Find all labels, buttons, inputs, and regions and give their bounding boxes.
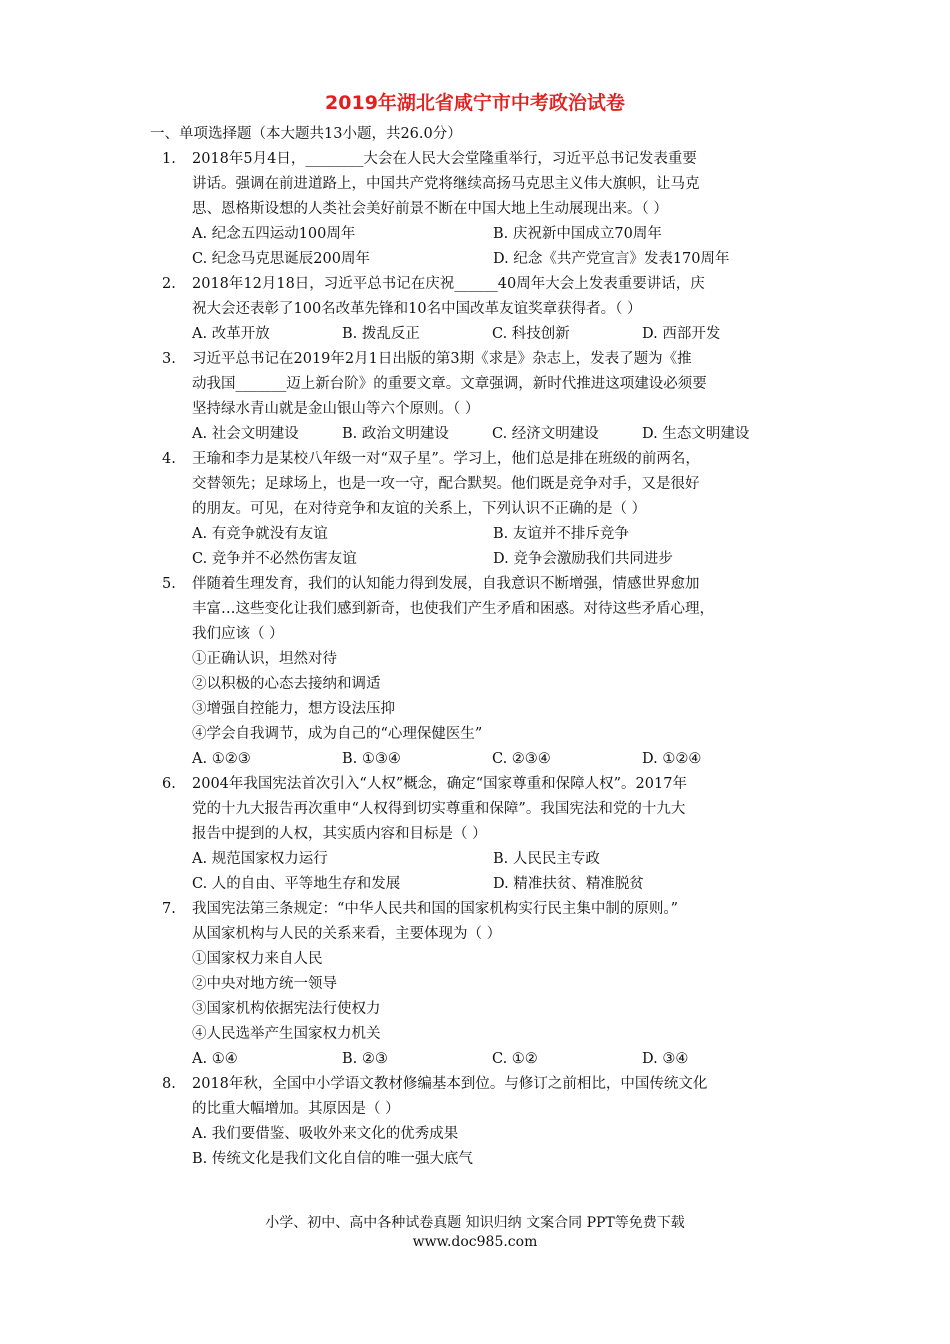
answer-option[interactable]: B. 拨乱反正 xyxy=(342,326,420,342)
question-stem xyxy=(142,772,812,797)
statement-item: ④人民选举产生国家权力机关 xyxy=(192,1026,381,1042)
question-stem-line: 我们应该（ ） xyxy=(192,626,284,642)
options-row xyxy=(142,222,812,247)
answer-option[interactable]: D. ③④ xyxy=(642,1051,689,1067)
answer-option[interactable]: B. 庆祝新中国成立70周年 xyxy=(493,226,662,242)
question-text: 2018年12月18日，习近平总书记在庆祝______40周年大会上发表重要讲话，庆 xyxy=(192,276,705,292)
question-stem xyxy=(142,347,812,372)
question-stem-line: 祝大会还表彰了100名改革先锋和10名中国改革友谊奖章获得者。（ ） xyxy=(192,301,642,317)
question-text: 习近平总书记在2019年2月1日出版的第3期《求是》杂志上，发表了题为《推 xyxy=(192,351,692,367)
question-text: 2018年5月4日，________大会在人民大会堂隆重举行，习近平总书记发表重要 xyxy=(192,151,697,167)
answer-option[interactable]: C. ①② xyxy=(492,1051,538,1067)
question-stem-line: 的比重大幅增加。其原因是（ ） xyxy=(192,1101,400,1117)
question-text: 伴随着生理发育，我们的认知能力得到发展，自我意识不断增强，情感世界愈加 xyxy=(192,576,700,592)
answer-option[interactable]: A. ①②③ xyxy=(192,751,251,767)
statement-item: ②以积极的心态去接纳和调适 xyxy=(192,676,381,692)
options-row xyxy=(142,522,812,547)
question-stem-line: 坚持绿水青山就是金山银山等六个原则。（ ） xyxy=(192,401,480,417)
question-stem-line: 讲话。强调在前进道路上，中国共产党将继续高扬马克思主义伟大旗帜，让马克 xyxy=(192,176,700,192)
answer-option[interactable]: D. 西部开发 xyxy=(642,326,721,342)
question-stem xyxy=(142,1072,812,1097)
question-stem xyxy=(142,147,812,172)
question-number: 8. xyxy=(162,1076,176,1092)
question-number: 2. xyxy=(162,276,176,292)
question-stem-line: 交替领先；足球场上，也是一攻一守，配合默契。他们既是竞争对手，又是很好 xyxy=(192,476,700,492)
question-stem-line: 党的十九大报告再次重申“人权得到切实尊重和保障”。我国宪法和党的十九大 xyxy=(192,801,686,817)
options-row xyxy=(142,547,812,572)
answer-option[interactable]: B. ①③④ xyxy=(342,751,401,767)
question-text: 2018年秋，全国中小学语文教材修编基本到位。与修订之前相比，中国传统文化 xyxy=(192,1076,708,1092)
answer-option[interactable]: C. 科技创新 xyxy=(492,326,570,342)
answer-option[interactable]: B. 友谊并不排斥竞争 xyxy=(493,526,629,542)
question-number: 3. xyxy=(162,351,176,367)
options-row xyxy=(142,322,812,347)
answer-option[interactable]: C. 竞争并不必然伤害友谊 xyxy=(192,551,357,567)
options-row xyxy=(142,747,812,772)
answer-option[interactable]: A. ①④ xyxy=(192,1051,238,1067)
question-text: 王瑜和李力是某校八年级一对“双子星”。学习上，他们总是排在班级的前两名， xyxy=(192,451,700,467)
answer-option[interactable]: D. ①②④ xyxy=(642,751,702,767)
answer-option[interactable]: D. 竞争会激励我们共同进步 xyxy=(493,551,673,567)
answer-option[interactable]: A. 我们要借鉴、吸收外来文化的优秀成果 xyxy=(192,1126,459,1142)
options-row xyxy=(142,422,812,447)
answer-option[interactable]: C. 人的自由、平等地生存和发展 xyxy=(192,876,401,892)
section-heading: 一、单项选择题（本大题共13小题，共26.0分） xyxy=(150,126,462,142)
question-stem-line: 思、恩格斯设想的人类社会美好前景不断在中国大地上生动展现出来。（ ） xyxy=(192,201,668,217)
question-stem xyxy=(142,572,812,597)
question-number: 1. xyxy=(162,151,176,167)
statement-item: ②中央对地方统一领导 xyxy=(192,976,337,992)
question-stem-line: 报告中提到的人权，其实质内容和目标是（ ） xyxy=(192,826,487,842)
options-row xyxy=(142,1047,812,1072)
answer-option[interactable]: B. 传统文化是我们文化自信的唯一强大底气 xyxy=(192,1151,473,1167)
answer-option[interactable]: A. 有竞争就没有友谊 xyxy=(192,526,328,542)
statement-item: ③国家机构依据宪法行使权力 xyxy=(192,1001,381,1017)
question-number: 7. xyxy=(162,901,176,917)
answer-option[interactable]: C. 纪念马克思诞辰200周年 xyxy=(192,251,370,267)
question-number: 4. xyxy=(162,451,176,467)
question-stem-line: 的朋友。可见，在对待竞争和友谊的关系上，下列认识不正确的是（ ） xyxy=(192,501,647,517)
question-number: 6. xyxy=(162,776,176,792)
answer-option[interactable]: C. ②③④ xyxy=(492,751,551,767)
question-stem xyxy=(142,447,812,472)
answer-option[interactable]: A. 改革开放 xyxy=(192,326,270,342)
answer-option[interactable]: A. 规范国家权力运行 xyxy=(192,851,328,867)
question-number: 5. xyxy=(162,576,176,592)
answer-option[interactable]: B. ②③ xyxy=(342,1051,388,1067)
question-stem xyxy=(142,897,812,922)
answer-option[interactable]: D. 精准扶贫、精准脱贫 xyxy=(493,876,644,892)
answer-option[interactable]: D. 生态文明建设 xyxy=(642,426,750,442)
footer-text: 小学、初中、高中各种试卷真题 知识归纳 文案合同 PPT等免费下载 xyxy=(265,1215,685,1231)
question-stem-line: 动我国_______迈上新台阶》的重要文章。文章强调，新时代推进这项建设必须要 xyxy=(192,376,707,392)
options-row xyxy=(142,1122,812,1147)
statement-item: ④学会自我调节，成为自己的“心理保健医生” xyxy=(192,726,483,742)
answer-option[interactable]: B. 政治文明建设 xyxy=(342,426,449,442)
question-stem-line: 从国家机构与人民的关系来看，主要体现为（ ） xyxy=(192,926,502,942)
question-list xyxy=(142,122,812,1172)
options-row xyxy=(142,1147,812,1172)
statement-item: ①国家权力来自人民 xyxy=(192,951,323,967)
answer-option[interactable]: D. 纪念《共产党宣言》发表170周年 xyxy=(493,251,730,267)
question-text: 2004年我国宪法首次引入“人权”概念，确定“国家尊重和保障人权”。2017年 xyxy=(192,776,687,792)
question-stem-line: 丰富…这些变化让我们感到新奇，也使我们产生矛盾和困惑。对待这些矛盾心理， xyxy=(192,601,714,617)
question-text: 我国宪法第三条规定：“中华人民共和国的国家机构实行民主集中制的原则。” xyxy=(192,901,679,917)
answer-option[interactable]: B. 人民民主专政 xyxy=(493,851,600,867)
options-row xyxy=(142,247,812,272)
page-title: 2019年湖北省咸宁市中考政治试卷 xyxy=(325,92,625,114)
answer-option[interactable]: C. 经济文明建设 xyxy=(492,426,599,442)
statement-item: ①正确认识，坦然对待 xyxy=(192,651,337,667)
answer-option[interactable]: A. 纪念五四运动100周年 xyxy=(192,226,356,242)
footer-link[interactable]: www.doc985.com xyxy=(412,1234,538,1250)
question-stem xyxy=(142,272,812,297)
options-row xyxy=(142,872,812,897)
statement-item: ③增强自控能力，想方设法压抑 xyxy=(192,701,395,717)
options-row xyxy=(142,847,812,872)
answer-option[interactable]: A. 社会文明建设 xyxy=(192,426,299,442)
